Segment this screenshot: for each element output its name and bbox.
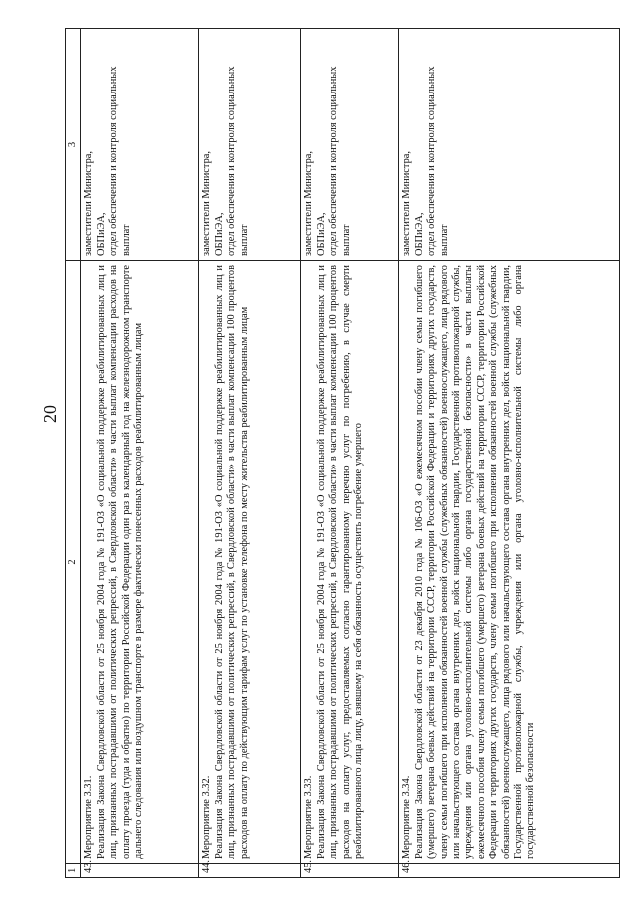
row-title: Мероприятие 3.33. bbox=[303, 775, 315, 859]
row-description: Реализация Закона Свердловской области от 25 ноября 2004 года № 191-ОЗ «О социальной поддержке реабилитированных лиц и лиц, признанных пострадавшими от политических репрессий, в Свердловской области» в части выплат компенсации 100 процентов расходов на оплату по действующим тарифам услуг по установке телефона по месту жительства реабилитированным лицам bbox=[213, 262, 250, 859]
row-title: Мероприятие 3.31. bbox=[83, 775, 95, 859]
row-number: 44. bbox=[199, 864, 301, 878]
responsible-line: ОБПиЭА, bbox=[213, 212, 225, 256]
table-row bbox=[199, 29, 301, 878]
page-number: 20 bbox=[40, 405, 60, 423]
row-description-cell bbox=[81, 261, 199, 864]
responsible-line: отдел обеспечения и контроля социальных bbox=[108, 66, 120, 256]
row-responsible-cell bbox=[81, 29, 199, 261]
responsible-line: заместители Министра, bbox=[401, 151, 413, 256]
row-title: Мероприятие 3.34. bbox=[401, 775, 413, 859]
row-title: Мероприятие 3.32. bbox=[201, 775, 213, 859]
responsible-line: выплат bbox=[438, 224, 450, 256]
header-col-3: 3 bbox=[66, 29, 81, 261]
responsible-line: отдел обеспечения и контроля социальных bbox=[426, 66, 438, 256]
responsible-line: заместители Министра, bbox=[83, 151, 95, 256]
responsible-line: ОБПиЭА, bbox=[315, 212, 327, 256]
header-row bbox=[66, 29, 81, 878]
row-description-cell bbox=[399, 261, 620, 864]
table-row bbox=[399, 29, 620, 878]
row-responsible-cell bbox=[199, 29, 301, 261]
responsible-line: ОБПиЭА, bbox=[95, 212, 107, 256]
rotated-table-wrapper bbox=[65, 28, 620, 878]
responsible-line: отдел обеспечения и контроля социальных bbox=[328, 66, 340, 256]
responsible-line: выплат bbox=[340, 224, 352, 256]
row-number: 45. bbox=[301, 864, 399, 878]
responsible-line: отдел обеспечения и контроля социальных bbox=[226, 66, 238, 256]
row-responsible-cell bbox=[301, 29, 399, 261]
header-col-1: 1 bbox=[66, 864, 81, 878]
row-description: Реализация Закона Свердловской области от 25 ноября 2004 года № 191-ОЗ «О социальной поддержке реабилитированных лиц и лиц, признанных пострадавшими от политических репрессий, в Свердловской области» в части выплат компенсации 100 процентов расходов на оплату услуг, предоставляемых согласно гарантированному перечню услуг по погребению, в случае смерти реабилитированного лица лицу, взявшему на себя обязанность осуществить погребение умершего bbox=[315, 262, 365, 859]
table-row bbox=[301, 29, 399, 878]
responsible-line: заместители Министра, bbox=[201, 151, 213, 256]
responsible-line: заместители Министра, bbox=[303, 151, 315, 256]
row-number: 43. bbox=[81, 864, 199, 878]
measures-table bbox=[65, 28, 620, 878]
row-description: Реализация Закона Свердловской области от 23 декабря 2010 года № 106-ОЗ «О ежемесячном пособии члену семьи погибшего (умершего) ветерана боевых действий на территории СССР, территории Российской Федерации и территориях других государств, члену семьи погибшего при исполнении обязанностей военной службы (служебных обязанностей) военнослужащего, лица рядового или начальствующего состава органа внутренних дел, войск национальной гвардии, Государственной противопожарной службы, учреждения или органа уголовно-исполнительной системы либо органа государственной безопасности» в части выплаты ежемесячного пособия члену семьи погибшего (умершего) ветерана боевых действий на территории СССР, территории Российской Федерации и территориях других государств, члену семьи погибшего при исполнении обязанностей военной службы (служебных обязанностей) военнослужащего, лица рядового или начальствующего состава органа внутренних дел, войск национальной гвардии, Государственной противопожарной службы, учреждения или органа уголовно-исполнительной системы либо органа государственной безопасности bbox=[413, 262, 537, 859]
row-description-cell bbox=[199, 261, 301, 864]
row-description-cell bbox=[301, 261, 399, 864]
table-row bbox=[81, 29, 199, 878]
header-col-2: 2 bbox=[66, 261, 81, 864]
row-responsible-cell bbox=[399, 29, 620, 261]
row-description: Реализация Закона Свердловской области от 25 ноября 2004 года № 191-ОЗ «О социальной поддержке реабилитированных лиц и лиц, признанных пострадавшими от политических репрессий, в Свердловской области» в части выплат компенсации расходов на оплату проезда (туда и обратно) по территории Российской Федерации один раз в календарный год на железнодорожном транспорте дальнего следования или воздушном транспорте в размере фактически понесенных расходов реабилитированным лицам bbox=[95, 262, 145, 859]
responsible-line: выплат bbox=[238, 224, 250, 256]
responsible-line: ОБПиЭА, bbox=[413, 212, 425, 256]
row-number: 46. bbox=[399, 864, 620, 878]
responsible-line: выплат bbox=[120, 224, 132, 256]
